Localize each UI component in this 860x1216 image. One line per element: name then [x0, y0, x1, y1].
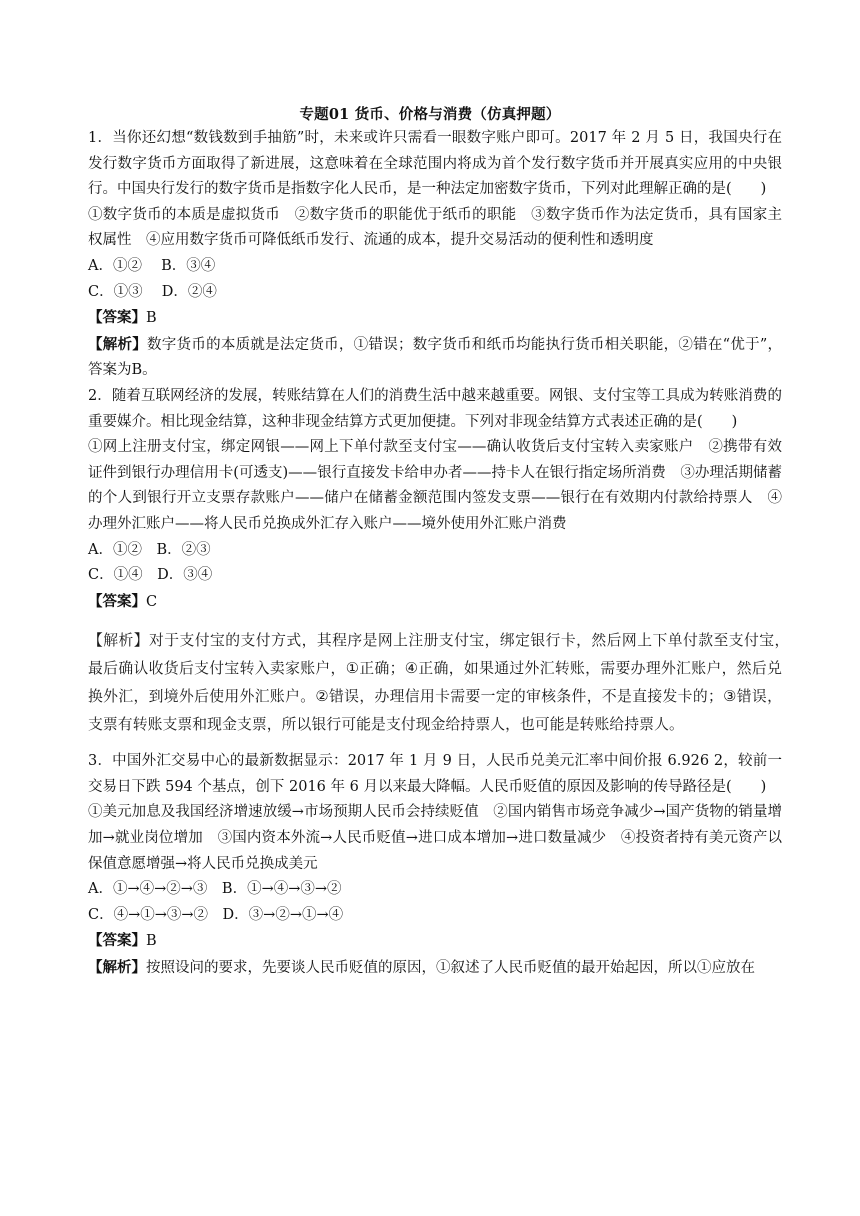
question-2-options-cd: C．①④ D．③④ — [88, 567, 213, 584]
answer-value: B — [146, 933, 157, 950]
question-1-options-cd: C．①③ D．②④ — [88, 283, 217, 300]
answer-value: B — [146, 310, 157, 327]
question-2-analysis-scanned — [88, 627, 797, 739]
question-3-answer — [88, 928, 782, 955]
question-2-answer — [88, 589, 782, 616]
answer-value: C — [146, 593, 158, 610]
answer-label: 【答案】 — [88, 309, 146, 327]
question-1-statements: ①数字货币的本质是虚拟货币 ②数字货币的职能优于纸币的职能 ③数字货币作为法定货币，具有国家主权属性 ④应用数字货币可降低纸币发行、流通的成本，提升交易活动的便利性和透明度 — [88, 206, 782, 249]
document-body — [88, 126, 797, 982]
analysis-text: 按照设问的要求，先要谈人民币贬值的原因，①叙述了人民币贬值的最开始起因，所以①应放在 — [146, 960, 755, 977]
question-2-stem: 2．随着互联网经济的发展，转账结算在人们的消费生活中越来越重要。网银、支付宝等工具成为转账消费的重要媒介。相比现金结算，这种非现金结算方式更加便捷。下列对非现金结算方式表述正确的是( ) — [88, 387, 782, 430]
question-3-options-cd: C．④→①→③→② D．③→②→①→④ — [88, 906, 344, 923]
question-1-options-ab: A．①② B．③④ — [88, 257, 216, 274]
analysis-text: 数字货币的本质就是法定货币，①错误；数字货币和纸币均能执行货币相关职能，②错在“优于”，答案为B。 — [88, 336, 783, 379]
question-2-statements: ①网上注册支付宝，绑定网银——网上下单付款至支付宝——确认收货后支付宝转入卖家账户 ②携带有效证件到银行办理信用卡(可透支)——银行直接发卡给申办者——持卡人在银行指定场所消费 ③办理活期储蓄的个人到银行开立支票存款账户——储户在储蓄金额范围内签发支票——银行在有效期内付款给持票人 ④办理外汇账户——将人民币兑换成外汇存入账户——境外使用外汇账户消费 — [88, 439, 782, 532]
question-1-analysis — [88, 332, 782, 384]
answer-label: 【答案】 — [88, 592, 146, 610]
answer-label: 【答案】 — [88, 932, 146, 950]
question-3-analysis — [88, 955, 782, 982]
question-1-answer — [88, 305, 782, 332]
page-title: 专题01 货币、价格与消费（仿真押题） — [299, 106, 561, 123]
question-3-statements: ①美元加息及我国经济增速放缓→市场预期人民币会持续贬值 ②国内销售市场竞争减少→国产货物的销量增加→就业岗位增加 ③国内资本外流→人民币贬值→进口成本增加→进口数量减少 ④投资者持有美元资产以保值意愿增强→将人民币兑换成美元 — [88, 804, 782, 872]
question-3-stem: 3．中国外汇交易中心的最新数据显示：2017 年 1 月 9 日，人民币兑美元汇率中间价报 6.926 2，较前一交易日下跌 594 个基点，创下 2016 年 6 月以来最大降幅。人民币贬值的原因及影响的传导路径是( ) — [88, 753, 782, 795]
question-2-options-ab: A．①② B．②③ — [88, 541, 211, 558]
analysis-label: 【解析】 — [88, 959, 146, 977]
question-3-options-ab: A．①→④→②→③ B．①→④→③→② — [88, 881, 342, 898]
question-1-stem: 1．当你还幻想“数钱数到手抽筋”时，未来或许只需看一眼数字账户即可。2017 年 2 月 5 日，我国央行在发行数字货币方面取得了新进展，这意味着在全球范围内将成为首个发行数字货币并开展真实应用的中央银行。中国央行发行的数字货币是指数字化人民币，是一种法定加密数字货币，下列对此理解正确的是( ) — [88, 130, 782, 198]
analysis-label: 【解析】 — [88, 335, 148, 353]
analysis-text: 【解析】对于支付宝的支付方式，其程序是网上注册支付宝，绑定银行卡，然后网上下单付款至支付宝， 最后确认收货后支付宝转入卖家账户，①正确；④正确，如果通过外汇转账，需要办理外汇账户，然后兑换外汇，到境外后使用外汇账户。②错误，办理信用卡需要一定的审核条件，不是直接发卡的；③错误，支票有转账支票和现金支票，所以银行可能是支付现金给持票人，也可能是转账给持票人。 — [88, 632, 797, 734]
